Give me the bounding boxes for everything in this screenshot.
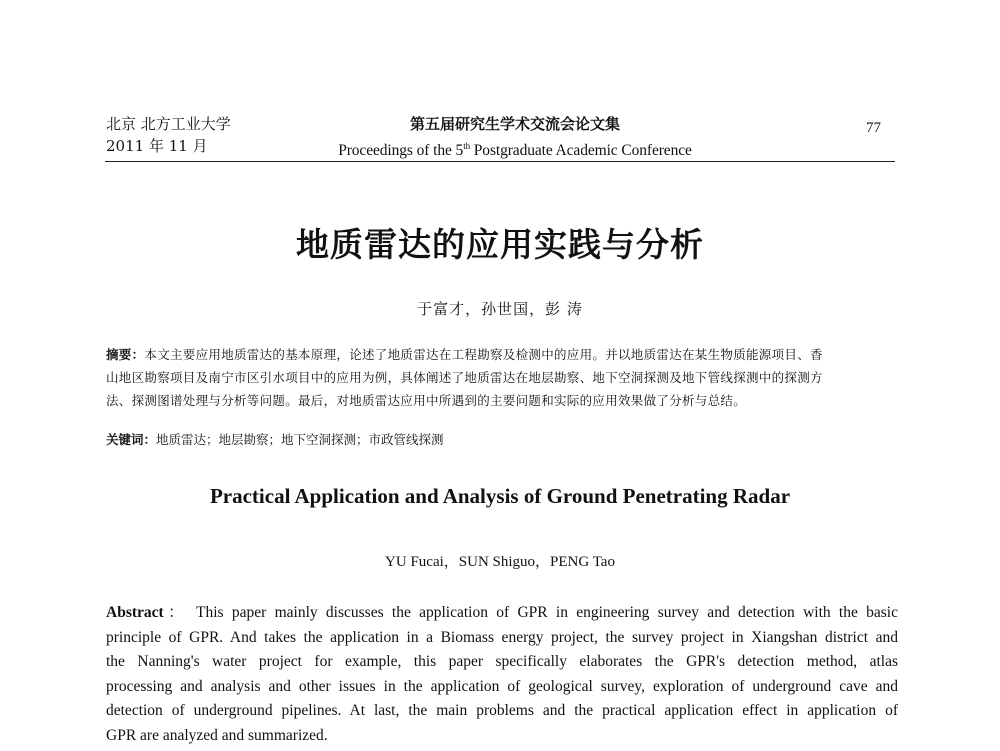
authors-en: YU Fucai，SUN Shiguo，PENG Tao <box>385 554 615 570</box>
header-divider <box>105 161 895 162</box>
keywords-cn-text: 地质雷达；地层勘察；地下空洞探测；市政管线探测 <box>156 432 444 447</box>
abstract-en-line: detection of underground pipelines. At last, the main problems and the practical application effect in application of <box>106 702 898 719</box>
abstract-en-text: This paper mainly discusses the application of GPR in engineering survey and detection with the basic <box>196 604 898 621</box>
abstract-en-line <box>106 601 898 626</box>
authors-cn: 于富才，孙世国，彭 涛 <box>417 300 583 318</box>
header-proceedings-block <box>315 113 715 162</box>
abstract-en-line: the Nanning's water project for example, this paper specifically elaborates the GPR's detection method, atlas <box>106 653 898 670</box>
abstract-cn-label: 摘要： <box>106 347 145 362</box>
abstract-cn-text: 本文主要应用地质雷达的基本原理，论述了地质雷达在工程勘察及检测中的应用。并以地质雷达在某生物质能源项目、香 <box>144 347 823 362</box>
proceedings-title-en-pre: Proceedings of the 5 <box>338 142 464 160</box>
proceedings-title-cn: 第五届研究生学术交流会论文集 <box>409 115 620 133</box>
paper-title-cn: 地质雷达的应用实践与分析 <box>296 225 704 264</box>
keywords-cn-label: 关键词： <box>106 432 157 447</box>
abstract-cn-line: 山地区勘察项目及南宁市区引水项目中的应用为例，具体阐述了地质雷达在地层勘察、地下空洞探测及地下管线探测中的探测方 <box>106 370 823 385</box>
abstract-en <box>106 601 898 748</box>
abstract-cn <box>106 343 896 412</box>
abstract-cn-line: 法、探测图谱处理与分析等问题。最后，对地质雷达应用中所遇到的主要问题和实际的应用效果做了分析与总结。 <box>106 393 747 408</box>
paper-title-en: Practical Application and Analysis of Ground Penetrating Radar <box>209 484 791 508</box>
header-institution: 北京 北方工业大学 <box>106 115 231 133</box>
abstract-en-line: processing and analysis and other issues in the application of geological survey, exploration of underground cave and <box>106 677 898 695</box>
proceedings-title-en-post: Postgraduate Academic Conference <box>470 142 692 160</box>
abstract-cn-line <box>106 343 896 366</box>
abstract-en-label: Abstract <box>106 604 164 621</box>
header-institution-block <box>106 113 231 157</box>
abstract-en-colon: ： <box>163 604 189 621</box>
proceedings-title-en-sup: th <box>463 141 470 151</box>
header-date: 2011 年 11 月 <box>106 137 208 155</box>
abstract-en-line: principle of GPR. And takes the application in a Biomass energy project, the survey project in Xiangshan district and <box>106 628 898 646</box>
abstract-en-line: GPR are analyzed and summarized. <box>106 726 328 744</box>
page-number: 77 <box>866 120 881 136</box>
keywords-cn <box>106 430 896 450</box>
proceedings-title-en <box>315 135 715 162</box>
